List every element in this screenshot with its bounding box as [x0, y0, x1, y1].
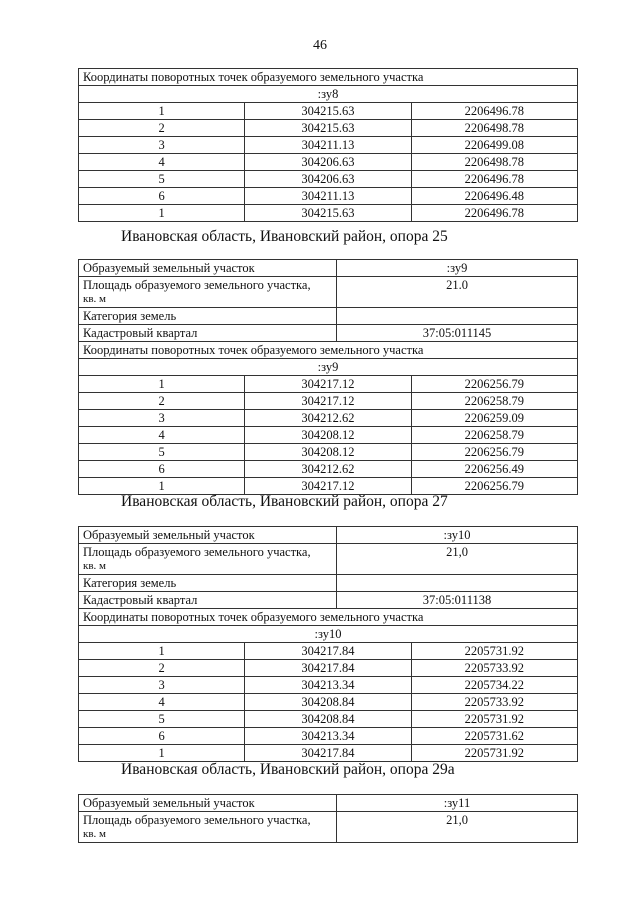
coords-title: Координаты поворотных точек образуемого земельного участка: [79, 69, 578, 86]
parcel-label: :зу10: [79, 626, 578, 643]
table-row: 6 304212.62 2206256.49: [79, 461, 578, 478]
info-key: Кадастровый квартал: [79, 325, 337, 342]
table-row: 4 304206.63 2206498.78: [79, 154, 578, 171]
table-row: 2 304215.63 2206498.78: [79, 120, 578, 137]
table-row: 2 304217.12 2206258.79: [79, 393, 578, 410]
parcel-table-zu11: [78, 794, 578, 843]
parcel-label: :зу8: [79, 86, 578, 103]
info-value: 21.0: [337, 277, 578, 308]
parcel-table-zu10: [78, 526, 578, 762]
info-value: 21,0: [337, 812, 578, 843]
page-number: 46: [313, 38, 327, 53]
info-key: Площадь образуемого земельного участка, кв. м: [79, 812, 337, 843]
info-key: Категория земель: [79, 575, 337, 592]
info-value: 37:05:011145: [337, 325, 578, 342]
table-row: 5 304208.12 2206256.79: [79, 444, 578, 461]
parcel-table-zu9: [78, 259, 578, 495]
table-row: 1 304215.63 2206496.78: [79, 103, 578, 120]
table-row: 6 304213.34 2205731.62: [79, 728, 578, 745]
info-value: 21,0: [337, 544, 578, 575]
info-value: :зу10: [337, 527, 578, 544]
coords-table-zu8: [78, 68, 578, 222]
table-row: 1 304217.84 2205731.92: [79, 745, 578, 762]
section-heading: Ивановская область, Ивановский район, опора 29а: [121, 761, 455, 778]
table-row: 3 304212.62 2206259.09: [79, 410, 578, 427]
info-key: Кадастровый квартал: [79, 592, 337, 609]
table-row: 5 304206.63 2206496.78: [79, 171, 578, 188]
section-heading: Ивановская область, Ивановский район, опора 27: [121, 493, 448, 510]
table-row: 2 304217.84 2205733.92: [79, 660, 578, 677]
info-key: Площадь образуемого земельного участка, кв. м: [79, 544, 337, 575]
info-key: Образуемый земельный участок: [79, 527, 337, 544]
table-row: 3 304211.13 2206499.08: [79, 137, 578, 154]
info-key: Образуемый земельный участок: [79, 260, 337, 277]
table-row: 1 304217.12 2206256.79: [79, 478, 578, 495]
table-row: 3 304213.34 2205734.22: [79, 677, 578, 694]
info-key: Образуемый земельный участок: [79, 795, 337, 812]
table-row: 6 304211.13 2206496.48: [79, 188, 578, 205]
info-key: Категория земель: [79, 308, 337, 325]
info-key: Площадь образуемого земельного участка, кв. м: [79, 277, 337, 308]
info-value: [337, 308, 578, 325]
coords-title: Координаты поворотных точек образуемого земельного участка: [79, 609, 578, 626]
section-heading: Ивановская область, Ивановский район, опора 25: [121, 228, 448, 245]
coords-title: Координаты поворотных точек образуемого земельного участка: [79, 342, 578, 359]
table-row: 5 304208.84 2205731.92: [79, 711, 578, 728]
table-row: 1 304217.84 2205731.92: [79, 643, 578, 660]
parcel-label: :зу9: [79, 359, 578, 376]
table-row: 4 304208.12 2206258.79: [79, 427, 578, 444]
info-value: :зу11: [337, 795, 578, 812]
info-value: :зу9: [337, 260, 578, 277]
info-value: [337, 575, 578, 592]
table-row: 1 304217.12 2206256.79: [79, 376, 578, 393]
info-value: 37:05:011138: [337, 592, 578, 609]
table-row: 4 304208.84 2205733.92: [79, 694, 578, 711]
table-row: 1 304215.63 2206496.78: [79, 205, 578, 222]
